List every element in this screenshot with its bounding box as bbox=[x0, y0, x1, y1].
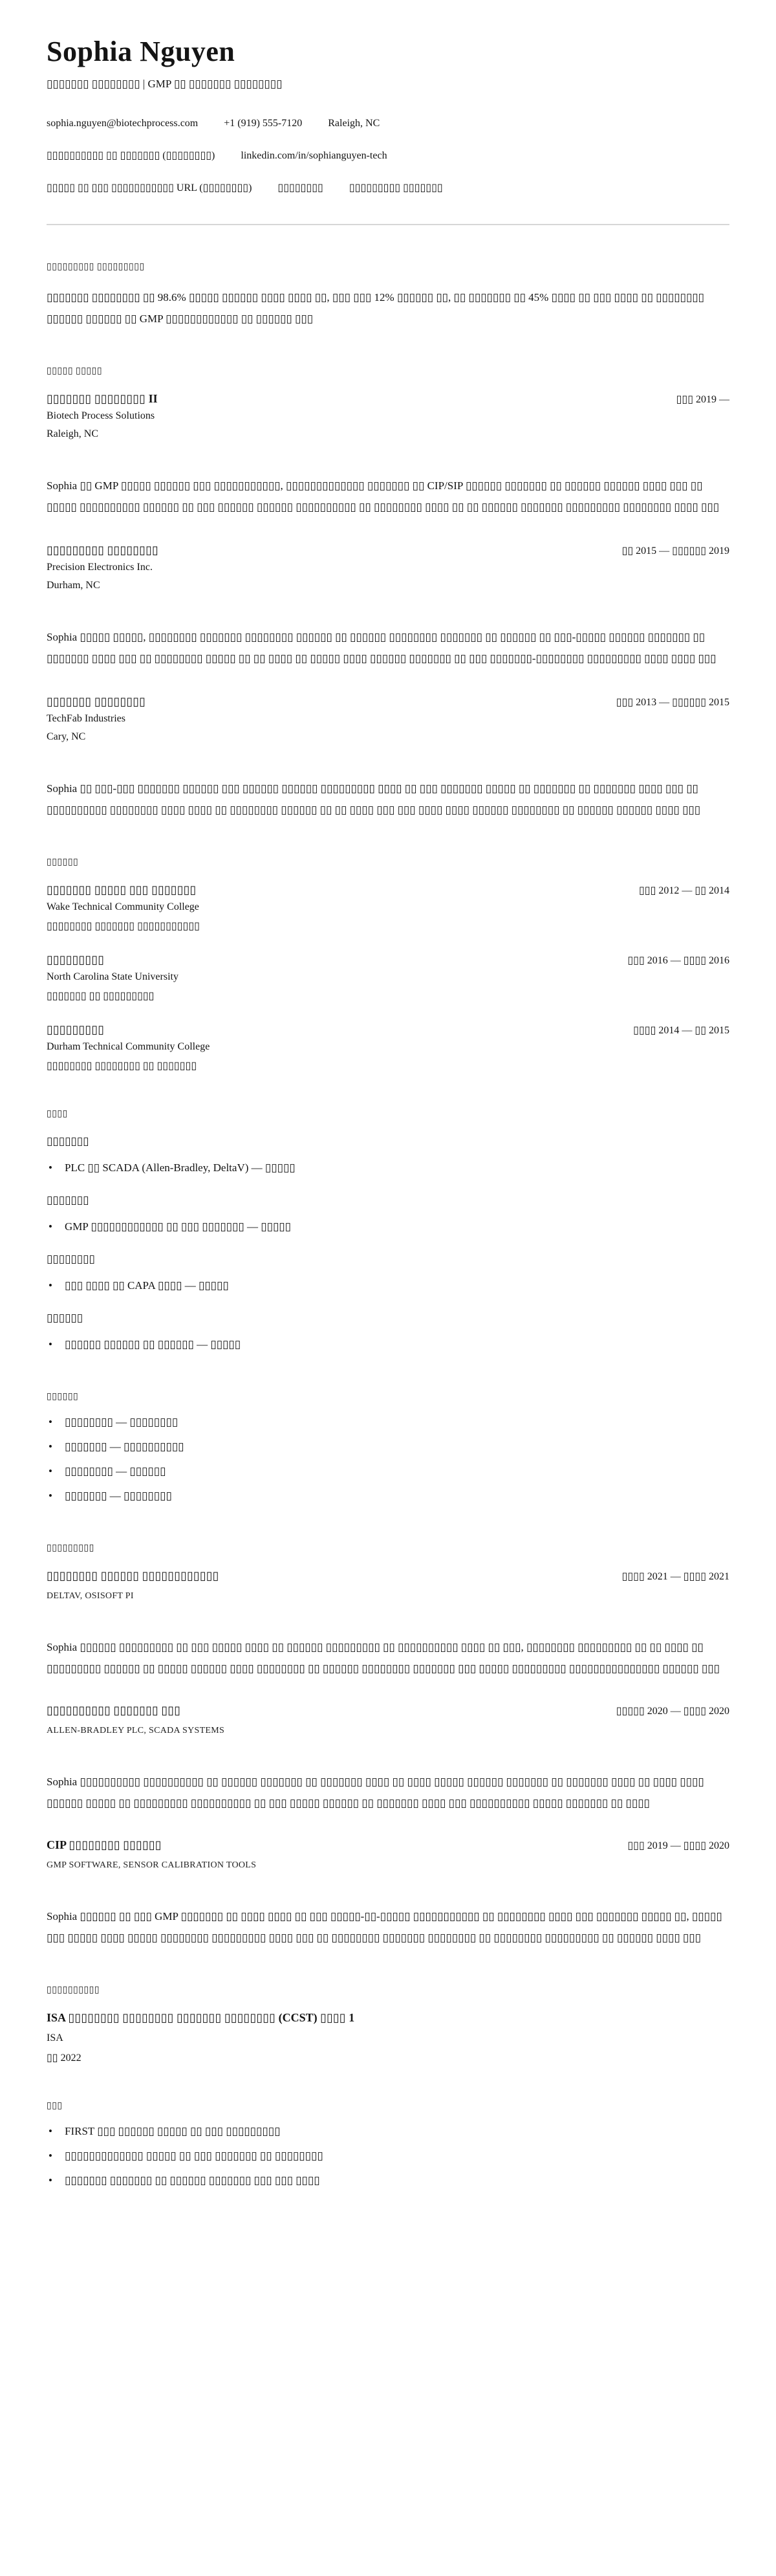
skill-item-text: ▯▯▯ ▯▯▯▯ ▯▯ CAPA ▯▯▯▯ — ▯▯▯▯▯ bbox=[65, 1279, 229, 1292]
certification-date: ▯▯ 2022 bbox=[47, 2053, 81, 2064]
section-heading-summary: ▯▯▯▯▯▯▯▯▯ ▯▯▯▯▯▯▯▯▯ bbox=[47, 262, 145, 272]
skill-item-text: GMP ▯▯▯▯▯▯▯▯▯▯▯▯ ▯▯ ▯▯▯ ▯▯▯▯▯▯▯ — ▯▯▯▯▯ bbox=[65, 1220, 292, 1233]
location-text: Raleigh, NC bbox=[328, 118, 380, 129]
project-title: ▯▯▯▯▯▯▯▯▯▯ ▯▯▯▯▯▯▯ ▯▯▯ bbox=[47, 1704, 181, 1717]
project-description: Sophia ▯▯▯▯▯▯▯▯▯▯ ▯▯▯▯▯▯▯▯▯▯ ▯▯ ▯▯▯▯▯▯ ▯▯▯▯▯▯▯ ▯▯ ▯▯▯▯▯▯▯ ▯▯▯▯ ▯▯ ▯▯▯▯ ▯▯▯▯▯ ▯▯▯▯▯▯ ▯▯▯▯▯▯▯ ▯▯ ▯▯▯▯▯▯▯ ▯▯▯▯ ▯▯ ▯▯▯▯ ▯▯▯▯ ▯▯▯▯▯▯ ▯▯▯▯▯ ▯▯ ▯▯▯▯▯▯▯▯▯ ▯▯▯▯▯▯▯▯▯▯ ▯▯ ▯▯▯ ▯▯▯▯▯ ▯▯▯▯▯▯ ▯▯ ▯▯▯▯▯▯▯ ▯▯▯▯ ▯▯▯ ▯▯▯▯▯▯▯▯▯▯ ▯▯▯▯▯ ▯▯▯▯▯▯▯ ▯▯ ▯▯▯▯ bbox=[47, 1776, 704, 1810]
bullet-icon: • bbox=[48, 1161, 52, 1174]
job-location: Raleigh, NC bbox=[47, 428, 98, 440]
skill-item-text: PLC ▯▯ SCADA (Allen-Bradley, DeltaV) — ▯▯▯▯▯ bbox=[65, 1161, 296, 1174]
skill-group-name: ▯▯▯▯▯▯▯ bbox=[47, 1194, 89, 1207]
job-description: Sophia ▯▯▯▯▯ ▯▯▯▯▯, ▯▯▯▯▯▯▯▯ ▯▯▯▯▯▯▯ ▯▯▯▯▯▯▯▯ ▯▯▯▯▯▯ ▯▯ ▯▯▯▯▯▯ ▯▯▯▯▯▯▯▯ ▯▯▯▯▯▯▯ ▯▯ ▯▯▯▯▯▯ ▯▯ ▯▯▯-▯▯▯▯▯ ▯▯▯▯▯▯ ▯▯▯▯▯▯▯ ▯▯ ▯▯▯▯▯▯▯ ▯▯▯▯ ▯▯▯ ▯▯ ▯▯▯▯▯▯▯▯ ▯▯▯▯▯ ▯▯ ▯▯ ▯▯▯▯ ▯▯ ▯▯▯▯▯ ▯▯▯▯ ▯▯▯▯▯▯ ▯▯▯▯▯▯▯ ▯▯ ▯▯▯ ▯▯▯▯▯▯▯-▯▯▯▯▯▯▯▯ ▯▯▯▯▯▯▯▯▯ ▯▯▯▯ ▯▯▯▯ ▯▯▯ bbox=[47, 631, 717, 665]
job-entry bbox=[47, 695, 729, 820]
contact-row-1 bbox=[47, 118, 729, 129]
education-degree: ▯▯▯▯▯▯▯ ▯▯▯▯▯ ▯▯▯ ▯▯▯▯▯▯▯ bbox=[47, 883, 197, 897]
education-entry bbox=[47, 953, 729, 1002]
section-heading-certifications: ▯▯▯▯▯▯▯▯▯▯ bbox=[47, 1985, 100, 1996]
education-entry bbox=[47, 883, 729, 932]
project-tech: DELTAV, OSISOFT PI bbox=[47, 1591, 134, 1602]
skill-group-name: ▯▯▯▯▯▯▯▯ bbox=[47, 1253, 95, 1266]
language-item-text: ▯▯▯▯▯▯▯ — ▯▯▯▯▯▯▯▯▯▯ bbox=[65, 1440, 184, 1453]
project-title: ▯▯▯▯▯▯▯▯ ▯▯▯▯▯▯ ▯▯▯▯▯▯▯▯▯▯▯▯ bbox=[47, 1569, 219, 1583]
language-item bbox=[47, 1485, 729, 1506]
bullet-icon: • bbox=[48, 1490, 52, 1503]
language-list bbox=[47, 1411, 729, 1506]
bullet-icon: • bbox=[48, 1465, 52, 1478]
project-description: Sophia ▯▯▯▯▯▯ ▯▯ ▯▯▯ GMP ▯▯▯▯▯▯▯ ▯▯ ▯▯▯▯ ▯▯▯▯ ▯▯ ▯▯▯ ▯▯▯▯▯-▯▯-▯▯▯▯▯ ▯▯▯▯▯▯▯▯▯▯▯ ▯▯ ▯▯▯▯▯▯▯▯ ▯▯▯▯ ▯▯▯ ▯▯▯▯▯▯▯ ▯▯▯▯▯ ▯▯, ▯▯▯▯▯ ▯▯▯ ▯▯▯▯▯ ▯▯▯▯ ▯▯▯▯▯ ▯▯▯▯▯▯▯▯ ▯▯▯▯▯▯▯▯▯ ▯▯▯▯ ▯▯▯ ▯▯ ▯▯▯▯▯▯▯▯ ▯▯▯▯▯▯▯ ▯▯▯▯▯▯▯▯ ▯▯ ▯▯▯▯▯▯▯▯ ▯▯▯▯▯▯▯▯▯ ▯▯ ▯▯▯▯▯▯ ▯▯▯▯ ▯▯▯ bbox=[47, 1910, 722, 1944]
project-dates: ▯▯▯▯ 2021 — ▯▯▯▯ 2021 bbox=[621, 1571, 729, 1583]
certification-entry bbox=[47, 2011, 729, 2064]
project-dates: ▯▯▯▯▯ 2020 — ▯▯▯▯ 2020 bbox=[616, 1706, 729, 1717]
education-entry bbox=[47, 1023, 729, 1072]
interest-list bbox=[47, 2120, 729, 2191]
interest-item-text: FIRST ▯▯▯ ▯▯▯▯▯▯ ▯▯▯▯▯ ▯▯ ▯▯▯ ▯▯▯▯▯▯▯▯▯ bbox=[65, 2125, 281, 2138]
section-heading-languages: ▯▯▯▯▯▯ bbox=[47, 1392, 79, 1402]
job-dates: ▯▯ 2015 — ▯▯▯▯▯▯ 2019 bbox=[621, 545, 729, 557]
bullet-icon: • bbox=[48, 2125, 52, 2138]
education-field: ▯▯▯▯▯▯▯▯ ▯▯▯▯▯▯▯▯ ▯▯ ▯▯▯▯▯▯▯ bbox=[47, 1061, 197, 1072]
contact-row-2 bbox=[47, 149, 729, 162]
education-school: Wake Technical Community College bbox=[47, 901, 199, 913]
language-item-text: ▯▯▯▯▯▯▯▯ — ▯▯▯▯▯▯ bbox=[65, 1465, 166, 1478]
job-company: Precision Electronics Inc. bbox=[47, 562, 153, 573]
project-tech: ALLEN-BRADLEY PLC, SCADA SYSTEMS bbox=[47, 1726, 225, 1736]
contact-extra-item-1: ▯▯▯▯▯▯▯▯ bbox=[277, 182, 323, 194]
project-entry bbox=[47, 1704, 729, 1814]
job-location: Cary, NC bbox=[47, 731, 86, 743]
skill-item bbox=[47, 1157, 729, 1178]
email-text[interactable]: sophia.nguyen@biotechprocess.com bbox=[47, 118, 199, 129]
portfolio-label: ▯▯▯▯▯ ▯▯ ▯▯▯ ▯▯▯▯▯▯▯▯▯▯▯ URL (▯▯▯▯▯▯▯▯) bbox=[47, 182, 252, 194]
job-title: ▯▯▯▯▯▯▯ ▯▯▯▯▯▯▯▯ II bbox=[47, 392, 158, 406]
project-dates: ▯▯▯ 2019 — ▯▯▯▯ 2020 bbox=[627, 1840, 729, 1852]
skill-group bbox=[47, 1135, 729, 1178]
section-heading-skills: ▯▯▯▯ bbox=[47, 1109, 68, 1119]
skill-group-name: ▯▯▯▯▯▯ bbox=[47, 1312, 83, 1325]
education-degree: ▯▯▯▯▯▯▯▯▯ bbox=[47, 953, 105, 967]
project-entry bbox=[47, 1569, 729, 1679]
job-dates: ▯▯▯ 2019 — bbox=[676, 394, 729, 406]
education-degree: ▯▯▯▯▯▯▯▯▯ bbox=[47, 1023, 105, 1037]
job-dates: ▯▯▯ 2013 — ▯▯▯▯▯▯ 2015 bbox=[616, 697, 729, 709]
bullet-icon: • bbox=[48, 1338, 52, 1351]
education-dates: ▯▯▯ 2012 — ▯▯ 2014 bbox=[638, 885, 729, 897]
project-description: Sophia ▯▯▯▯▯▯ ▯▯▯▯▯▯▯▯▯ ▯▯ ▯▯▯ ▯▯▯▯▯ ▯▯▯▯ ▯▯ ▯▯▯▯▯▯ ▯▯▯▯▯▯▯▯▯ ▯▯ ▯▯▯▯▯▯▯▯▯▯ ▯▯▯▯ ▯▯ ▯▯▯, ▯▯▯▯▯▯▯▯ ▯▯▯▯▯▯▯▯▯ ▯▯ ▯▯ ▯▯▯▯ ▯▯ ▯▯▯▯▯▯▯▯▯ ▯▯▯▯▯▯ ▯▯ ▯▯▯▯▯ ▯▯▯▯▯▯ ▯▯▯▯ ▯▯▯▯▯▯▯▯ ▯▯ ▯▯▯▯▯▯ ▯▯▯▯▯▯▯▯ ▯▯▯▯▯▯▯ ▯▯▯ ▯▯▯▯▯ ▯▯▯▯▯▯▯▯▯ ▯▯▯▯▯▯▯▯▯▯▯▯▯▯▯ ▯▯▯▯▯▯ ▯▯▯ bbox=[47, 1641, 720, 1675]
education-dates: ▯▯▯ 2016 — ▯▯▯▯ 2016 bbox=[627, 955, 729, 967]
education-school: Durham Technical Community College bbox=[47, 1041, 210, 1053]
language-item bbox=[47, 1436, 729, 1457]
skill-group-name: ▯▯▯▯▯▯▯ bbox=[47, 1135, 89, 1148]
page-title: Sophia Nguyen bbox=[47, 36, 235, 67]
education-school: North Carolina State University bbox=[47, 971, 178, 983]
skill-item bbox=[47, 1334, 729, 1355]
language-item bbox=[47, 1411, 729, 1433]
bullet-icon: • bbox=[48, 1220, 52, 1233]
project-tech: GMP SOFTWARE, SENSOR CALIBRATION TOOLS bbox=[47, 1860, 257, 1871]
job-description: Sophia ▯▯ ▯▯▯-▯▯▯ ▯▯▯▯▯▯▯ ▯▯▯▯▯▯ ▯▯▯ ▯▯▯▯▯▯ ▯▯▯▯▯▯ ▯▯▯▯▯▯▯▯▯ ▯▯▯▯ ▯▯ ▯▯▯ ▯▯▯▯▯▯▯ ▯▯▯▯▯ ▯▯ ▯▯▯▯▯▯▯ ▯▯ ▯▯▯▯▯▯▯ ▯▯▯▯ ▯▯▯ ▯▯ ▯▯▯▯▯▯▯▯▯▯ ▯▯▯▯▯▯▯▯ ▯▯▯▯ ▯▯▯▯ ▯▯ ▯▯▯▯▯▯▯▯ ▯▯▯▯▯▯ ▯▯ ▯▯ ▯▯▯▯ ▯▯▯ ▯▯▯ ▯▯▯▯ ▯▯▯▯ ▯▯▯▯▯▯ ▯▯▯▯▯▯▯▯ ▯▯ ▯▯▯▯▯▯ ▯▯▯▯▯▯ ▯▯▯▯ ▯▯▯ bbox=[47, 782, 701, 817]
job-location: Durham, NC bbox=[47, 580, 100, 591]
job-company: TechFab Industries bbox=[47, 713, 125, 725]
bullet-icon: • bbox=[48, 2150, 52, 2163]
summary-text: ▯▯▯▯▯▯▯ ▯▯▯▯▯▯▯▯ ▯▯ 98.6% ▯▯▯▯▯ ▯▯▯▯▯▯ ▯▯▯▯ ▯▯▯▯ ▯▯, ▯▯▯ ▯▯▯ 12% ▯▯▯▯▯▯ ▯▯, ▯▯ ▯▯▯▯▯▯▯ ▯▯ 45% ▯▯▯▯ ▯▯ ▯▯▯ ▯▯▯▯ ▯▯ ▯▯▯▯▯▯▯▯ ▯▯▯▯▯▯ ▯▯▯▯▯▯ ▯▯ GMP ▯▯▯▯▯▯▯▯▯▯▯▯ ▯▯ ▯▯▯▯▯▯ ▯▯▯ bbox=[47, 291, 705, 325]
skill-item-text: ▯▯▯▯▯▯ ▯▯▯▯▯▯ ▯▯ ▯▯▯▯▯▯ — ▯▯▯▯▯ bbox=[65, 1338, 241, 1351]
skill-group bbox=[47, 1194, 729, 1237]
language-item bbox=[47, 1460, 729, 1482]
language-item-text: ▯▯▯▯▯▯▯▯ — ▯▯▯▯▯▯▯▯ bbox=[65, 1416, 178, 1429]
education-field: ▯▯▯▯▯▯▯▯ ▯▯▯▯▯▯▯ ▯▯▯▯▯▯▯▯▯▯▯ bbox=[47, 921, 200, 932]
section-heading-education: ▯▯▯▯▯▯ bbox=[47, 857, 79, 868]
linkedin-label: ▯▯▯▯▯▯▯▯▯▯ ▯▯ ▯▯▯▯▯▯▯ (▯▯▯▯▯▯▯▯) bbox=[47, 150, 215, 162]
interest-item bbox=[47, 2120, 729, 2142]
linkedin-url[interactable]: linkedin.com/in/sophianguyen-tech bbox=[241, 150, 387, 162]
certification-issuer: ISA bbox=[47, 2032, 63, 2044]
section-heading-projects: ▯▯▯▯▯▯▯▯▯ bbox=[47, 1543, 94, 1554]
job-title: ▯▯▯▯▯▯▯ ▯▯▯▯▯▯▯▯ bbox=[47, 695, 146, 709]
section-heading-interests: ▯▯▯ bbox=[47, 2101, 63, 2111]
contact-extra-item-2: ▯▯▯▯▯▯▯▯▯ ▯▯▯▯▯▯▯ bbox=[349, 182, 443, 194]
contact-row-3 bbox=[47, 181, 729, 194]
job-entry bbox=[47, 392, 729, 518]
certification-title: ISA ▯▯▯▯▯▯▯▯ ▯▯▯▯▯▯▯▯ ▯▯▯▯▯▯▯ ▯▯▯▯▯▯▯▯ (CCST) ▯▯▯▯ 1 bbox=[47, 2011, 355, 2025]
header-divider bbox=[47, 224, 729, 225]
skill-group bbox=[47, 1312, 729, 1355]
phone-text: +1 (919) 555-7120 bbox=[224, 118, 303, 129]
language-item-text: ▯▯▯▯▯▯▯ — ▯▯▯▯▯▯▯▯ bbox=[65, 1490, 172, 1503]
contact-block bbox=[47, 118, 729, 194]
bullet-icon: • bbox=[48, 1279, 52, 1292]
bullet-icon: • bbox=[48, 1440, 52, 1453]
bullet-icon: • bbox=[48, 1416, 52, 1429]
job-description: Sophia ▯▯ GMP ▯▯▯▯▯ ▯▯▯▯▯▯ ▯▯▯ ▯▯▯▯▯▯▯▯▯▯▯, ▯▯▯▯▯▯▯▯▯▯▯▯▯ ▯▯▯▯▯▯▯ ▯▯ CIP/SIP ▯▯▯▯▯▯ ▯▯▯▯▯▯▯ ▯▯ ▯▯▯▯▯▯ ▯▯▯▯▯▯ ▯▯▯▯ ▯▯▯ ▯▯ ▯▯▯▯▯ ▯▯▯▯▯▯▯▯▯▯ ▯▯▯▯▯▯ ▯▯ ▯▯▯ ▯▯▯▯▯▯ ▯▯▯▯▯▯ ▯▯▯▯▯▯▯▯▯▯ ▯▯ ▯▯▯▯▯▯▯▯ ▯▯▯▯ ▯▯ ▯▯ ▯▯▯▯▯▯ ▯▯▯▯▯▯▯ ▯▯▯▯▯▯▯▯▯ ▯▯▯▯▯▯▯▯ ▯▯▯▯ ▯▯▯ bbox=[47, 479, 720, 514]
project-title: CIP ▯▯▯▯▯▯▯▯ ▯▯▯▯▯▯ bbox=[47, 1838, 162, 1852]
tagline: ▯▯▯▯▯▯▯ ▯▯▯▯▯▯▯▯ | GMP ▯▯ ▯▯▯▯▯▯▯ ▯▯▯▯▯▯▯▯ bbox=[47, 78, 283, 91]
job-title: ▯▯▯▯▯▯▯▯▯ ▯▯▯▯▯▯▯▯ bbox=[47, 544, 158, 557]
project-entry bbox=[47, 1838, 729, 1948]
interest-item bbox=[47, 2145, 729, 2166]
interest-item-text: ▯▯▯▯▯▯▯▯▯▯▯▯▯ ▯▯▯▯▯ ▯▯ ▯▯▯ ▯▯▯▯▯▯▯ ▯▯ ▯▯▯▯▯▯▯▯ bbox=[65, 2150, 323, 2163]
bullet-icon: • bbox=[48, 2174, 52, 2187]
skill-group bbox=[47, 1253, 729, 1296]
job-company: Biotech Process Solutions bbox=[47, 410, 155, 422]
section-heading-experience: ▯▯▯▯▯ ▯▯▯▯▯ bbox=[47, 366, 103, 377]
job-entry bbox=[47, 544, 729, 669]
education-dates: ▯▯▯▯ 2014 — ▯▯ 2015 bbox=[633, 1025, 729, 1037]
interest-item bbox=[47, 2170, 729, 2191]
skill-item bbox=[47, 1275, 729, 1296]
skill-item bbox=[47, 1216, 729, 1237]
interest-item-text: ▯▯▯▯▯▯▯ ▯▯▯▯▯▯▯ ▯▯ ▯▯▯▯▯▯ ▯▯▯▯▯▯▯ ▯▯▯ ▯▯▯ ▯▯▯▯ bbox=[65, 2174, 320, 2187]
education-field: ▯▯▯▯▯▯▯ ▯▯ ▯▯▯▯▯▯▯▯▯ bbox=[47, 991, 155, 1002]
